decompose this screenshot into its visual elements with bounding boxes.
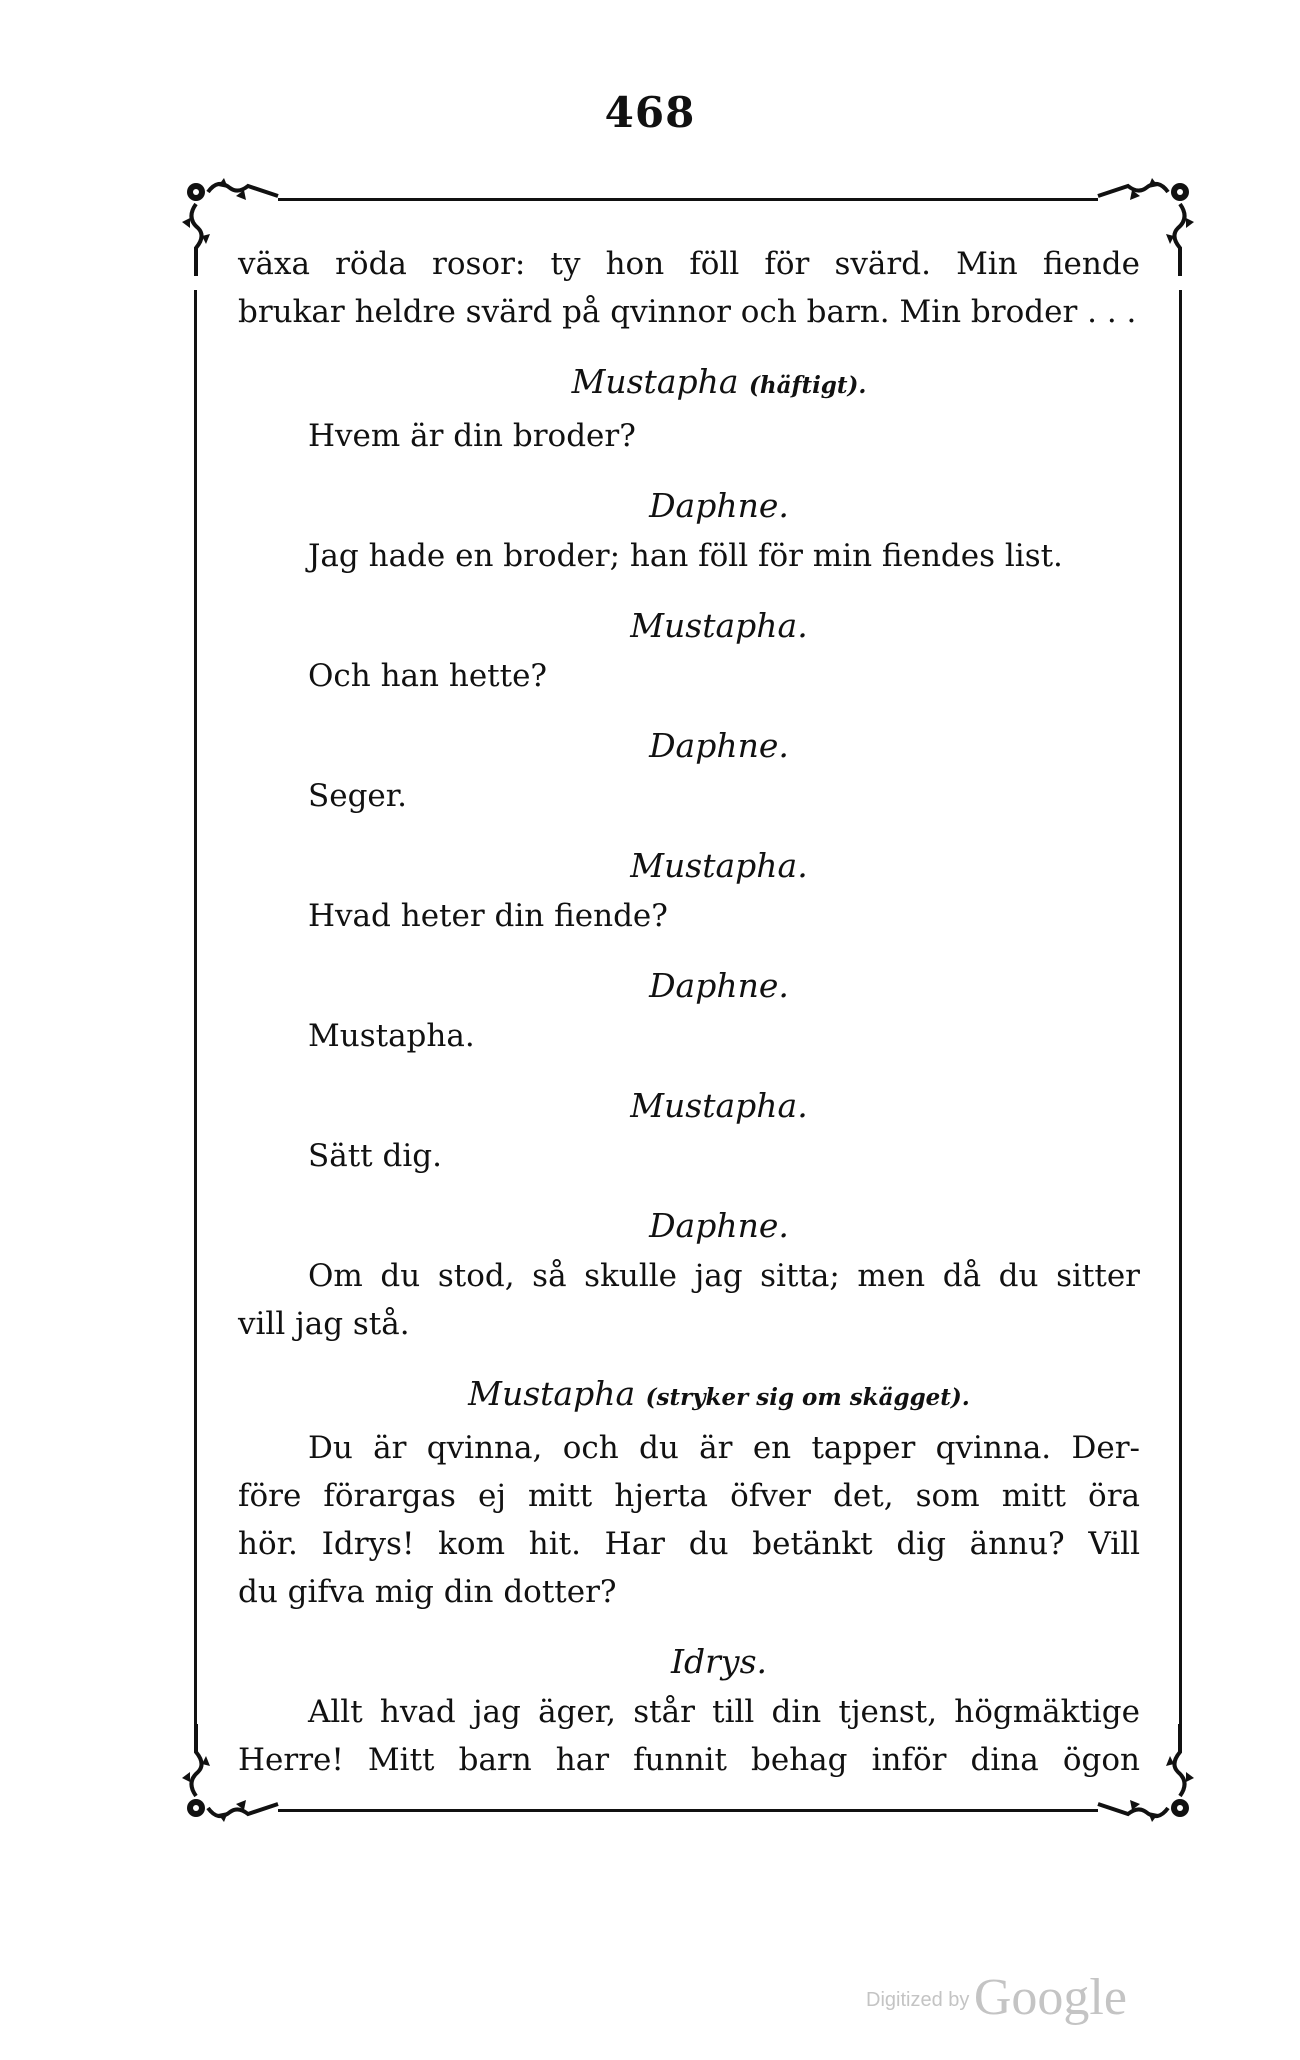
- speaker-name: Daphne.: [649, 726, 789, 765]
- speech-line: Herre! Mitt barn har funnit behag inför dina ögon: [238, 1742, 1140, 1778]
- speech-line: Seger.: [308, 778, 408, 814]
- speaker-heading: [238, 482, 1140, 530]
- speaker-heading: [238, 358, 1140, 410]
- speaker-name: Daphne.: [649, 1206, 789, 1245]
- speech-line: före förargas ej mitt hjerta öfver det, som mitt öra: [238, 1478, 1140, 1514]
- speaker-heading: [238, 602, 1140, 650]
- speech-line: Jag hade en broder; han föll för min fiendes list.: [308, 538, 1063, 574]
- speaker-heading: [238, 1370, 1140, 1422]
- stage-direction: (häftigt).: [749, 372, 867, 399]
- stage-direction: (stryker sig om skägget).: [645, 1384, 970, 1411]
- watermark-brand: Google: [973, 1969, 1127, 2026]
- speaker-name: Idrys.: [670, 1642, 767, 1681]
- speaker-name: Mustapha.: [630, 606, 808, 645]
- speaker-heading: [238, 962, 1140, 1010]
- speaker-name: Daphne.: [649, 966, 789, 1005]
- prose-line: växa röda rosor: ty hon föll för svärd. Min fiende: [238, 246, 1140, 282]
- speech-line: Hvad heter din fiende?: [308, 898, 668, 934]
- speech-line: du gifva mig din dotter?: [238, 1574, 617, 1610]
- speech-line: Allt hvad jag äger, står till din tjenst, högmäktige: [308, 1694, 1140, 1730]
- speaker-name: Mustapha: [571, 362, 739, 401]
- digitization-watermark: [866, 1968, 1127, 2027]
- speaker-heading: [238, 1638, 1140, 1686]
- speaker-heading: [238, 842, 1140, 890]
- prose-line: brukar heldre svärd på qvinnor och barn. Min broder . . .: [238, 294, 1137, 330]
- border-bottom-rule: [278, 1809, 1098, 1812]
- speaker-heading: [238, 1202, 1140, 1250]
- speech-line: Hvem är din broder?: [308, 418, 636, 454]
- speaker-heading: [238, 1082, 1140, 1130]
- border-right-rule: [1179, 290, 1182, 1730]
- speaker-name: Mustapha.: [630, 1086, 808, 1125]
- page-number: 468: [604, 88, 696, 137]
- speech-line: Sätt dig.: [308, 1138, 442, 1174]
- speaker-name: Mustapha: [468, 1374, 636, 1413]
- speech-line: vill jag stå.: [238, 1306, 410, 1342]
- border-top-rule: [278, 198, 1098, 201]
- speech-line: Och han hette?: [308, 658, 548, 694]
- speech-line: Om du stod, så skulle jag sitta; men då du sitter: [308, 1258, 1140, 1294]
- speaker-name: Daphne.: [649, 486, 789, 525]
- border-left-rule: [194, 290, 197, 1730]
- speech-line: Du är qvinna, och du är en tapper qvinna. Der-: [308, 1430, 1140, 1466]
- watermark-prefix: Digitized by: [866, 1989, 970, 2011]
- speech-line: hör. Idrys! kom hit. Har du betänkt dig ännu? Vill: [238, 1526, 1140, 1562]
- speech-line: Mustapha.: [308, 1018, 475, 1054]
- page-body: [238, 240, 1140, 1784]
- speaker-name: Mustapha.: [630, 846, 808, 885]
- speaker-heading: [238, 722, 1140, 770]
